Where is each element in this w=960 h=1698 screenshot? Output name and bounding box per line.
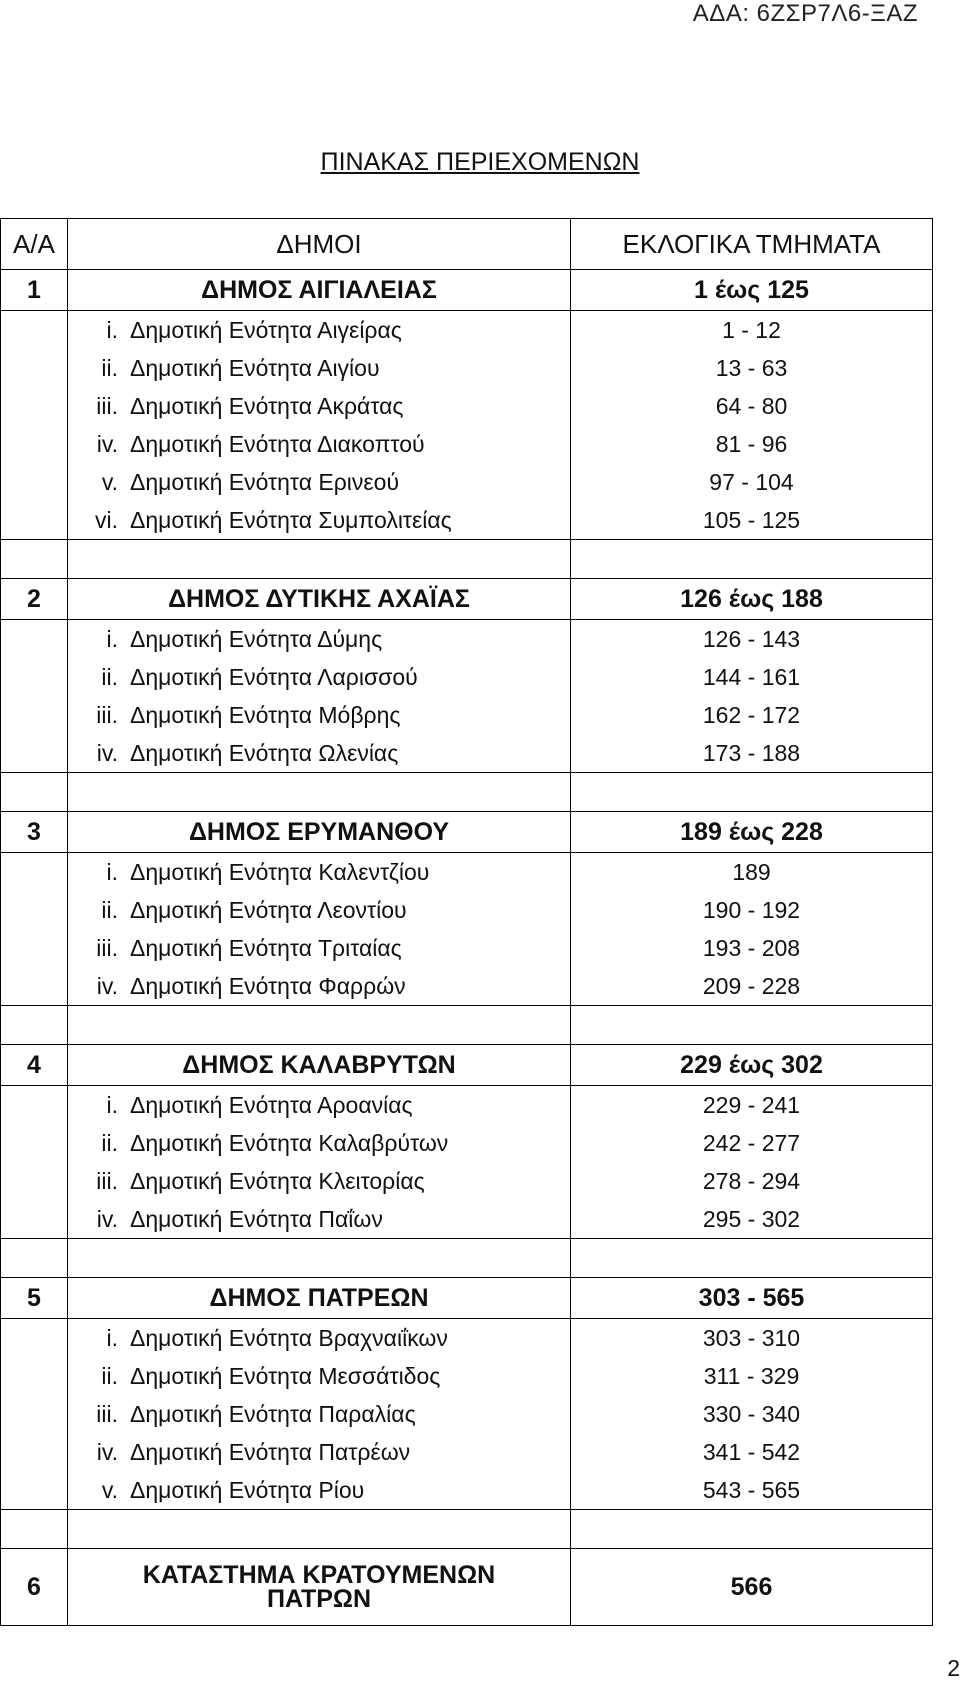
unit-roman-numeral: i. bbox=[106, 1325, 118, 1351]
contents-table bbox=[0, 218, 933, 1626]
unit-row bbox=[1, 620, 933, 659]
unit-range: 229 - 241 bbox=[571, 1086, 933, 1125]
unit-row bbox=[1, 734, 933, 773]
unit-range: 189 bbox=[571, 853, 933, 892]
unit-row bbox=[1, 696, 933, 734]
unit-empty-cell bbox=[1, 891, 68, 929]
unit-roman-numeral: v. bbox=[101, 469, 118, 495]
unit-row bbox=[1, 501, 933, 540]
unit-empty-cell bbox=[1, 1395, 68, 1433]
unit-range: 330 - 340 bbox=[571, 1395, 933, 1433]
page-title: ΠΙΝΑΚΑΣ ΠΕΡΙΕΧΟΜΕΝΩΝ bbox=[320, 148, 640, 176]
unit-name-cell bbox=[68, 349, 571, 387]
municipality-row bbox=[1, 1045, 933, 1086]
unit-name: Δημοτική Ενότητα Πατρέων bbox=[130, 1439, 411, 1465]
unit-row bbox=[1, 425, 933, 463]
unit-name: Δημοτική Ενότητα Παΐων bbox=[130, 1206, 383, 1232]
unit-name: Δημοτική Ενότητα Ακράτας bbox=[130, 393, 404, 419]
unit-range: 242 - 277 bbox=[571, 1124, 933, 1162]
unit-roman-numeral: i. bbox=[106, 317, 118, 343]
unit-empty-cell bbox=[1, 1162, 68, 1200]
unit-name-cell bbox=[68, 463, 571, 501]
unit-roman-numeral: iii. bbox=[96, 1401, 118, 1427]
unit-row bbox=[1, 1086, 933, 1125]
unit-range: 13 - 63 bbox=[571, 349, 933, 387]
spacer-cell bbox=[571, 1510, 933, 1549]
unit-range: 341 - 542 bbox=[571, 1433, 933, 1471]
unit-roman-numeral: iv. bbox=[96, 1439, 118, 1465]
unit-row bbox=[1, 1162, 933, 1200]
unit-row bbox=[1, 929, 933, 967]
spacer-row bbox=[1, 1239, 933, 1278]
spacer-cell bbox=[571, 1239, 933, 1278]
unit-roman-numeral: i. bbox=[106, 859, 118, 885]
unit-roman-numeral: iii. bbox=[96, 702, 118, 728]
spacer-cell bbox=[571, 1006, 933, 1045]
header-tmimata: ΕΚΛΟΓΙΚΑ ΤΜΗΜΑΤΑ bbox=[571, 219, 933, 270]
spacer-cell bbox=[1, 540, 68, 579]
unit-name: Δημοτική Ενότητα Βραχναιΐκων bbox=[130, 1325, 448, 1351]
unit-name: Δημοτική Ενότητα Φαρρών bbox=[130, 973, 406, 999]
municipality-name: ΔΗΜΟΣ ΚΑΛΑΒΡΥΤΩΝ bbox=[68, 1045, 571, 1086]
unit-empty-cell bbox=[1, 1319, 68, 1358]
unit-roman-numeral: ii. bbox=[101, 897, 118, 923]
unit-empty-cell bbox=[1, 1357, 68, 1395]
unit-roman-numeral: i. bbox=[106, 626, 118, 652]
unit-roman-numeral: i. bbox=[106, 1092, 118, 1118]
unit-range: 173 - 188 bbox=[571, 734, 933, 773]
unit-range: 81 - 96 bbox=[571, 425, 933, 463]
unit-name-cell bbox=[68, 1433, 571, 1471]
municipality-number: 2 bbox=[1, 579, 68, 620]
spacer-cell bbox=[68, 1239, 571, 1278]
unit-empty-cell bbox=[1, 1471, 68, 1510]
spacer-cell bbox=[1, 1239, 68, 1278]
unit-roman-numeral: iv. bbox=[96, 740, 118, 766]
unit-range: 543 - 565 bbox=[571, 1471, 933, 1510]
prison-name-line2: ΠΑΤΡΩΝ bbox=[266, 1585, 372, 1613]
unit-roman-numeral: iii. bbox=[96, 393, 118, 419]
unit-empty-cell bbox=[1, 425, 68, 463]
unit-roman-numeral: ii. bbox=[101, 355, 118, 381]
unit-name-cell bbox=[68, 425, 571, 463]
unit-name-cell bbox=[68, 311, 571, 350]
unit-name-cell bbox=[68, 1319, 571, 1358]
spacer-cell bbox=[1, 1006, 68, 1045]
unit-roman-numeral: ii. bbox=[101, 1363, 118, 1389]
table-header-row bbox=[1, 219, 933, 270]
unit-name-cell bbox=[68, 620, 571, 659]
unit-roman-numeral: ii. bbox=[101, 664, 118, 690]
unit-empty-cell bbox=[1, 1200, 68, 1239]
unit-name-cell bbox=[68, 929, 571, 967]
unit-empty-cell bbox=[1, 349, 68, 387]
spacer-row bbox=[1, 540, 933, 579]
unit-range: 64 - 80 bbox=[571, 387, 933, 425]
unit-name: Δημοτική Ενότητα Τριταίας bbox=[130, 935, 402, 961]
municipality-number: 4 bbox=[1, 1045, 68, 1086]
unit-empty-cell bbox=[1, 1124, 68, 1162]
unit-row bbox=[1, 891, 933, 929]
spacer-cell bbox=[1, 1510, 68, 1549]
municipality-name: ΔΗΜΟΣ ΑΙΓΙΑΛΕΙΑΣ bbox=[68, 270, 571, 311]
municipality-row bbox=[1, 579, 933, 620]
unit-range: 144 - 161 bbox=[571, 658, 933, 696]
spacer-row bbox=[1, 1510, 933, 1549]
unit-empty-cell bbox=[1, 1086, 68, 1125]
unit-name-cell bbox=[68, 387, 571, 425]
unit-row bbox=[1, 1395, 933, 1433]
unit-name: Δημοτική Ενότητα Κλειτορίας bbox=[130, 1168, 425, 1194]
unit-roman-numeral: iv. bbox=[96, 431, 118, 457]
unit-range: 105 - 125 bbox=[571, 501, 933, 540]
municipality-name: ΔΗΜΟΣ ΕΡΥΜΑΝΘΟΥ bbox=[68, 812, 571, 853]
unit-name: Δημοτική Ενότητα Καλεντζίου bbox=[130, 859, 430, 885]
prison-name-line1: ΚΑΤΑΣΤΗΜΑ ΚΡΑΤΟΥΜΕΝΩΝ bbox=[142, 1561, 496, 1589]
spacer-cell bbox=[68, 773, 571, 812]
spacer-cell bbox=[68, 1510, 571, 1549]
unit-empty-cell bbox=[1, 1433, 68, 1471]
municipality-row bbox=[1, 270, 933, 311]
unit-roman-numeral: iii. bbox=[96, 1168, 118, 1194]
unit-empty-cell bbox=[1, 311, 68, 350]
unit-roman-numeral: v. bbox=[101, 1477, 118, 1503]
unit-row bbox=[1, 853, 933, 892]
prison-row bbox=[1, 1549, 933, 1626]
unit-empty-cell bbox=[1, 853, 68, 892]
municipality-range: 189 έως 228 bbox=[571, 812, 933, 853]
municipality-row bbox=[1, 1278, 933, 1319]
unit-name: Δημοτική Ενότητα Καλαβρύτων bbox=[130, 1130, 449, 1156]
municipality-range: 303 - 565 bbox=[571, 1278, 933, 1319]
unit-roman-numeral: iv. bbox=[96, 1206, 118, 1232]
unit-range: 162 - 172 bbox=[571, 696, 933, 734]
unit-range: 126 - 143 bbox=[571, 620, 933, 659]
unit-roman-numeral: iii. bbox=[96, 935, 118, 961]
prison-number: 6 bbox=[1, 1549, 68, 1626]
municipality-range: 229 έως 302 bbox=[571, 1045, 933, 1086]
unit-name-cell bbox=[68, 1086, 571, 1125]
unit-empty-cell bbox=[1, 387, 68, 425]
prison-range: 566 bbox=[571, 1549, 933, 1626]
unit-range: 303 - 310 bbox=[571, 1319, 933, 1358]
unit-name: Δημοτική Ενότητα Συμπολιτείας bbox=[130, 507, 452, 533]
table-body bbox=[1, 270, 933, 1626]
municipality-number: 5 bbox=[1, 1278, 68, 1319]
unit-empty-cell bbox=[1, 463, 68, 501]
spacer-cell bbox=[571, 540, 933, 579]
unit-row bbox=[1, 658, 933, 696]
page-number: 2 bbox=[947, 1655, 960, 1681]
ada-code: ΑΔΑ: 6ΖΣΡ7Λ6-ΞΑΖ bbox=[692, 0, 918, 27]
spacer-row bbox=[1, 1006, 933, 1045]
spacer-row bbox=[1, 773, 933, 812]
prison-name-cell bbox=[68, 1549, 571, 1626]
unit-empty-cell bbox=[1, 734, 68, 773]
unit-name-cell bbox=[68, 853, 571, 892]
unit-row bbox=[1, 967, 933, 1006]
unit-name: Δημοτική Ενότητα Αιγίου bbox=[130, 355, 380, 381]
municipality-number: 1 bbox=[1, 270, 68, 311]
spacer-cell bbox=[571, 773, 933, 812]
unit-range: 193 - 208 bbox=[571, 929, 933, 967]
unit-empty-cell bbox=[1, 696, 68, 734]
unit-name-cell bbox=[68, 891, 571, 929]
unit-range: 97 - 104 bbox=[571, 463, 933, 501]
unit-empty-cell bbox=[1, 967, 68, 1006]
municipality-range: 126 έως 188 bbox=[571, 579, 933, 620]
unit-row bbox=[1, 463, 933, 501]
unit-name-cell bbox=[68, 1471, 571, 1510]
municipality-number: 3 bbox=[1, 812, 68, 853]
unit-name: Δημοτική Ενότητα Ρίου bbox=[130, 1477, 365, 1503]
header-aa: Α/Α bbox=[1, 219, 68, 270]
unit-name-cell bbox=[68, 501, 571, 540]
unit-row bbox=[1, 387, 933, 425]
unit-empty-cell bbox=[1, 501, 68, 540]
municipality-name: ΔΗΜΟΣ ΠΑΤΡΕΩΝ bbox=[68, 1278, 571, 1319]
municipality-name: ΔΗΜΟΣ ΔΥΤΙΚΗΣ ΑΧΑΪΑΣ bbox=[68, 579, 571, 620]
unit-name-cell bbox=[68, 967, 571, 1006]
unit-name-cell bbox=[68, 1162, 571, 1200]
unit-row bbox=[1, 311, 933, 350]
unit-row bbox=[1, 1357, 933, 1395]
unit-range: 311 - 329 bbox=[571, 1357, 933, 1395]
unit-empty-cell bbox=[1, 929, 68, 967]
spacer-cell bbox=[68, 1006, 571, 1045]
unit-name-cell bbox=[68, 696, 571, 734]
unit-range: 1 - 12 bbox=[571, 311, 933, 350]
unit-name: Δημοτική Ενότητα Λεοντίου bbox=[130, 897, 407, 923]
unit-name: Δημοτική Ενότητα Αιγείρας bbox=[130, 317, 402, 343]
municipality-range: 1 έως 125 bbox=[571, 270, 933, 311]
municipality-row bbox=[1, 812, 933, 853]
unit-row bbox=[1, 1200, 933, 1239]
unit-roman-numeral: vi. bbox=[95, 507, 118, 533]
unit-name-cell bbox=[68, 1395, 571, 1433]
spacer-cell bbox=[1, 773, 68, 812]
unit-row bbox=[1, 1471, 933, 1510]
unit-name: Δημοτική Ενότητα Ερινεού bbox=[130, 469, 400, 495]
unit-range: 209 - 228 bbox=[571, 967, 933, 1006]
unit-empty-cell bbox=[1, 658, 68, 696]
unit-empty-cell bbox=[1, 620, 68, 659]
unit-name: Δημοτική Ενότητα Ωλενίας bbox=[130, 740, 399, 766]
unit-roman-numeral: ii. bbox=[101, 1130, 118, 1156]
unit-name: Δημοτική Ενότητα Αροανίας bbox=[130, 1092, 413, 1118]
unit-range: 278 - 294 bbox=[571, 1162, 933, 1200]
unit-name: Δημοτική Ενότητα Παραλίας bbox=[130, 1401, 416, 1427]
unit-range: 295 - 302 bbox=[571, 1200, 933, 1239]
header-dimoi: ΔΗΜΟΙ bbox=[68, 219, 571, 270]
unit-name: Δημοτική Ενότητα Μεσσάτιδος bbox=[130, 1363, 441, 1389]
unit-name: Δημοτική Ενότητα Διακοπτού bbox=[130, 431, 425, 457]
unit-name-cell bbox=[68, 1200, 571, 1239]
unit-row bbox=[1, 1319, 933, 1358]
unit-roman-numeral: iv. bbox=[96, 973, 118, 999]
unit-name-cell bbox=[68, 734, 571, 773]
unit-name-cell bbox=[68, 1357, 571, 1395]
unit-range: 190 - 192 bbox=[571, 891, 933, 929]
unit-name: Δημοτική Ενότητα Μόβρης bbox=[130, 702, 401, 728]
unit-row bbox=[1, 349, 933, 387]
spacer-cell bbox=[68, 540, 571, 579]
unit-row bbox=[1, 1124, 933, 1162]
unit-row bbox=[1, 1433, 933, 1471]
unit-name: Δημοτική Ενότητα Δύμης bbox=[130, 626, 383, 652]
unit-name-cell bbox=[68, 658, 571, 696]
unit-name: Δημοτική Ενότητα Λαρισσού bbox=[130, 664, 418, 690]
unit-name-cell bbox=[68, 1124, 571, 1162]
